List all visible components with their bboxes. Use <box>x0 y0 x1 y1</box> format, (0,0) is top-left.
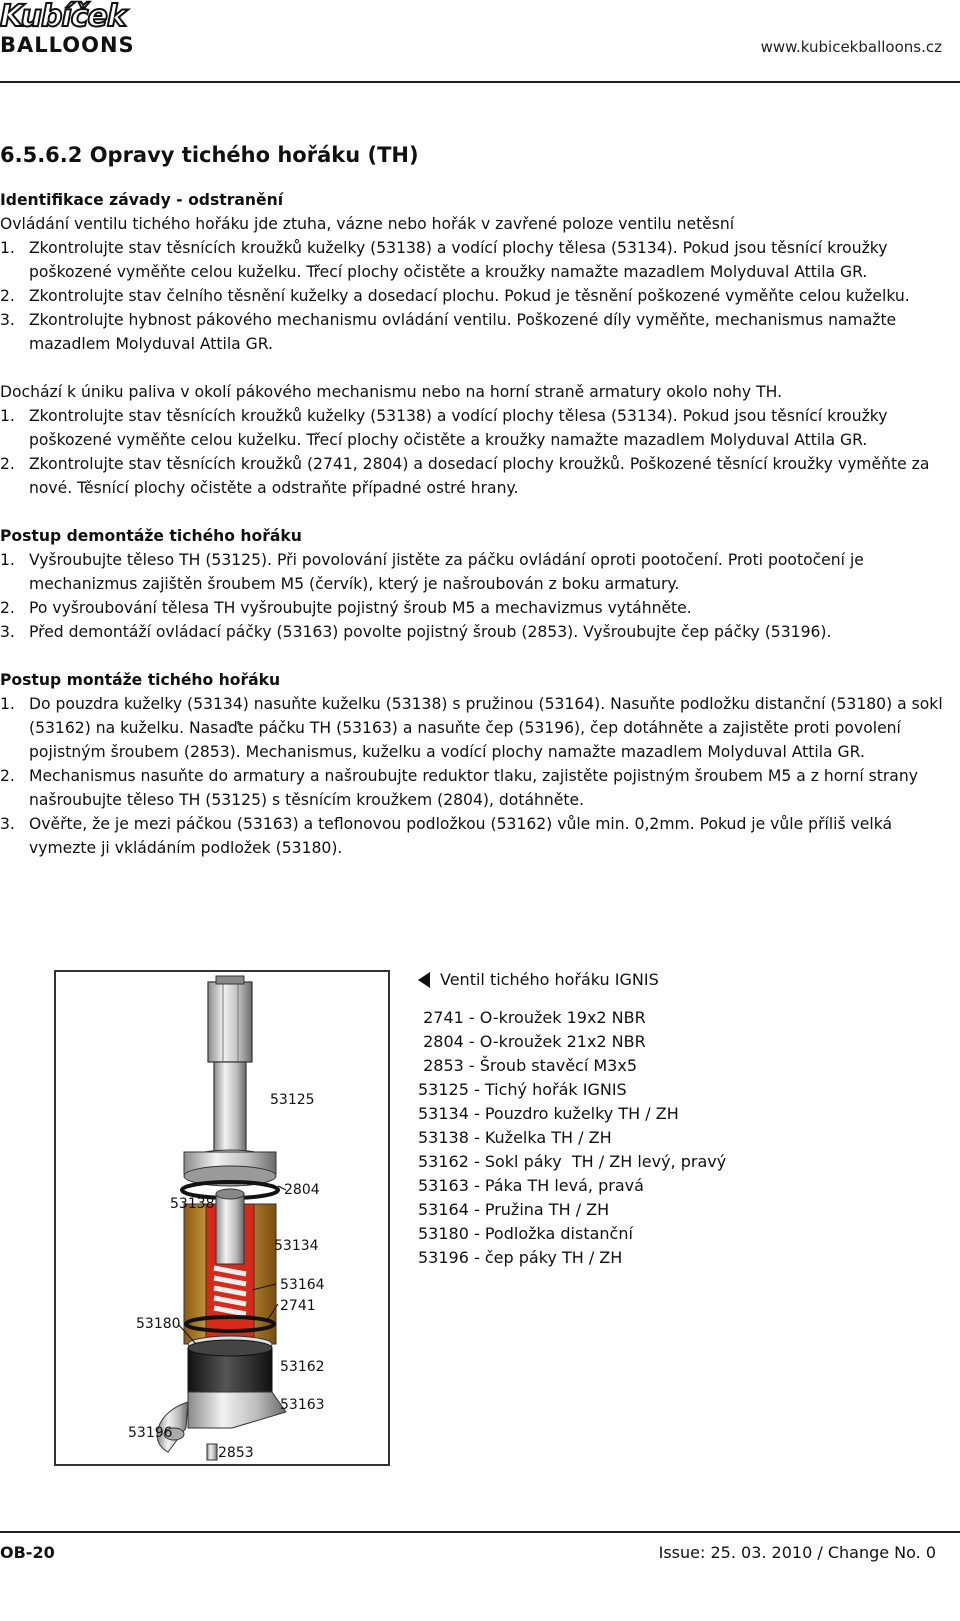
footer-divider <box>0 1531 960 1533</box>
fault-intro: Ovládání ventilu tichého hořáku jde ztuha, vázne nebo hořák v zavřené poloze ventilu netěsní <box>0 215 735 233</box>
disassembly-heading: Postup demontáže tichého hořáku <box>0 527 302 545</box>
legend-list <box>418 1006 726 1270</box>
screw-part-2853 <box>207 1444 217 1460</box>
section-title: 6.5.6.2 Opravy tichého hořáku (TH) <box>0 143 419 167</box>
leak-intro: Dochází k úniku paliva v okolí pákového mechanismu nebo na horní straně armatury okolo nohy TH. <box>0 383 783 401</box>
fault-steps <box>0 236 950 356</box>
list-item: 53134 - Pouzdro kuželky TH / ZH <box>418 1104 679 1123</box>
callout-label: 53196 <box>128 1425 173 1441</box>
legend-title: Ventil tichého hořáku IGNIS <box>418 968 726 992</box>
list-item: 53196 - čep páky TH / ZH <box>418 1248 623 1267</box>
list-item: 1. Zkontrolujte stav těsnících kroužků kuželky (53138) a vodící plochy tělesa (53134). Pokud jsou těsnící kroužky poškozené vyměňte celou kuželku. Třecí plochy očistěte a kroužky namažte mazadlem Molyduval Attila GR. <box>0 239 888 281</box>
list-item: 3. Před demontáží ovládací páčky (53163) povolte pojistný šroub (2853). Vyšroubujte čep páčky (53196). <box>0 623 832 641</box>
list-item: 53138 - Kuželka TH / ZH <box>418 1128 612 1147</box>
fault-heading: Identifikace závady - odstranění <box>0 191 284 209</box>
list-item: 53180 - Podložka distanční <box>418 1224 633 1243</box>
callout-label: 53134 <box>274 1238 319 1254</box>
assembly-steps <box>0 692 950 860</box>
callout-label: 53125 <box>270 1092 315 1108</box>
socket-part-53162 <box>188 1340 272 1396</box>
callout-label: 2741 <box>280 1298 316 1314</box>
list-item: 1. Zkontrolujte stav těsnících kroužků kuželky (53138) a vodící plochy tělesa (53134). Pokud jsou těsnící kroužky poškozené vyměňte celou kuželku. Třecí plochy očistěte a kroužky namažte mazadlem Molyduval Attila GR. <box>0 407 888 449</box>
parts-legend <box>418 968 726 1270</box>
leak-steps <box>0 404 950 500</box>
logo-subtitle: BALLOONS <box>0 33 135 57</box>
list-item: 2853 - Šroub stavěcí M3x5 <box>418 1056 637 1075</box>
triangle-left-icon <box>418 972 430 988</box>
list-item: 2. Zkontrolujte stav těsnících kroužků (2741, 2804) a dosedací plochy kroužků. Poškozené těsnící kroužky vyměňte za nové. Těsnící plochy očistěte a odstraňte případné ostré hrany. <box>0 455 930 497</box>
body-part-53125 <box>184 1062 276 1186</box>
burner-valve-figure <box>54 970 390 1466</box>
list-item: 1. Do pouzdra kuželky (53134) nasuňte kuželku (53138) s pružinou (53164). Nasuňte podložku distanční (53180) a sokl (53162) na kuželku. Nasaďte páčku TH (53163) a nasuňte čep (53196), čep dotáhněte a zajistěte proti povolení pojistným šroubem (2853). Mechanismus, kuželku a vodící plochy namažte mazadlem Molyduval Attila GR. <box>0 695 943 761</box>
issue-info: Issue: 25. 03. 2010 / Change No. 0 <box>658 1543 936 1562</box>
list-item: 2. Mechanismus nasuňte do armatury a našroubujte reduktor tlaku, zajistěte pojistným šroubem M5 a z horní strany našroubujte těleso TH (53125) s těsnícím kroužkem (2804), dotáhněte. <box>0 767 918 809</box>
list-item: 3. Zkontrolujte hybnost pákového mechanismu ovládání ventilu. Poškozené díly vyměňte, mechanismus namažte mazadlem Molyduval Attila GR. <box>0 311 897 353</box>
website-url: www.kubicekballoons.cz <box>760 38 942 56</box>
assembly-heading: Postup montáže tichého hořáku <box>0 671 281 689</box>
page-number: OB-20 <box>0 1543 55 1562</box>
header-divider <box>0 81 960 83</box>
list-item: 2804 - O-kroužek 21x2 NBR <box>418 1032 646 1051</box>
callout-label: 53164 <box>280 1277 325 1293</box>
list-item: 53125 - Tichý hořák IGNIS <box>418 1080 627 1099</box>
list-item: 53164 - Pružina TH / ZH <box>418 1200 610 1219</box>
list-item: 53163 - Páka TH levá, pravá <box>418 1176 644 1195</box>
company-logo <box>0 0 190 57</box>
exploded-view-drawing <box>56 972 388 1464</box>
disassembly-steps <box>0 548 950 644</box>
hex-nut-part <box>208 976 252 1062</box>
list-item: 2. Zkontrolujte stav čelního těsnění kuželky a dosedací plochu. Pokud je těsnění poškozené vyměňte celou kuželku. <box>0 287 910 305</box>
callout-label: 53163 <box>280 1397 325 1413</box>
list-item: 3. Ověřte, že je mezi páčkou (53163) a teflonovou podložkou (53162) vůle min. 0,2mm. Pokud je vůle příliš velká vymezte ji vkládáním podložek (53180). <box>0 815 893 857</box>
document-body <box>0 140 950 860</box>
list-item: 2741 - O-kroužek 19x2 NBR <box>418 1008 646 1027</box>
list-item: 53162 - Sokl páky TH / ZH levý, pravý <box>418 1152 727 1171</box>
callout-label: 53162 <box>280 1359 325 1375</box>
cone-part-53138 <box>216 1189 244 1264</box>
lever-part-53163 <box>157 1392 286 1452</box>
callout-label: 53138 <box>170 1196 215 1212</box>
list-item: 1. Vyšroubujte těleso TH (53125). Při povolování jistěte za páčku ovládání oproti pootočení. Proti pootočení je mechanizmus zajištěn šroubem M5 (červík), který je našroubován z boku armatury. <box>0 551 864 593</box>
callout-label: 53180 <box>136 1316 181 1332</box>
callout-label: 2853 <box>218 1445 254 1461</box>
logo-wordmark: Kubíček <box>0 0 126 34</box>
callout-label: 2804 <box>284 1182 320 1198</box>
list-item: 2. Po vyšroubování tělesa TH vyšroubujte pojistný šroub M5 a mechavizmus vytáhněte. <box>0 599 692 617</box>
